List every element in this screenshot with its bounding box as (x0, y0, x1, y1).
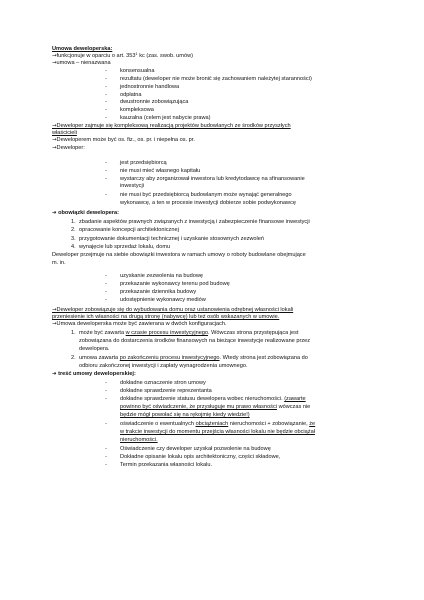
tresc-heading: ➔ treść umowy deweloperskiej: (52, 371, 136, 377)
zobowiazanie-line-cont: przeniesienie ich własności na drugą stronę (nabywcę) lub też osób wskazanych w umowie. (52, 314, 280, 320)
intro-line-2: →umowa – nienazwana (52, 60, 111, 66)
arrow-right-icon: → (52, 123, 57, 129)
arrow-right-icon: → (52, 60, 57, 66)
arrow-right-icon: → (52, 307, 57, 313)
arrow-right-icon: ➔ (52, 210, 57, 216)
document-title: Umowa deweloperska: (52, 46, 113, 52)
obowiazki-paragraph: Deweloper przejmuje na siebie obowiązki inwestora w ramach umowy o roboty budowlane obejmujące (52, 252, 306, 258)
arrow-right-icon: ➔ (52, 371, 57, 377)
arrow-right-icon: → (52, 53, 57, 59)
arrow-right-icon: → (52, 321, 57, 327)
obowiazki-heading: ➔ obowiązki dewelopera: (52, 210, 120, 216)
document-page: Umowa deweloperska: →funkcjonuje w oparciu o art. $353^1$ kc (zas. swob. umów) →umowa – nienazwana - konsensualna - rezultatu (deweloper nie może bronić się zachowaniem należytej staranności) - jednostronnie handlowa - odpłatna - dwustronnie zobowiązująca - kompleksowa - kauzalna (celem jest nabycie prawa) →Deweloper zajmuje się kompleksową realizacją projektów budowlanych ze środków przyszłych właścicieli →Deweloperem może być os. fiz., os. pr. i niepełna os. pr. →Deweloper: - jest przedsiębiorcą - nie musi mieć własnego kapitału - wystarczy aby zorganizował inwestora lub kredytodawcę na sfinansowanie inwestycji - nie musi być przedsiębiorcą budowlanym może wynająć generalnego wykonawcę, a ten w procesie inwestycji dobierze sobie podwykonawcę ➔ obowiązki dewelopera: 1. zbadanie aspektów prawnych związanych z inwestycją i zabezpieczenie finansowe inwestycji 2. opracowanie koncepcji architektonicznej 3. przygotowanie dokumentacji technicznej i uzyskanie stosownych zezwoleń 4. wynajęcie lub sprzedaż lokalu, domu Deweloper przejmuje na siebie obowiązki inwestora w ramach umowy o roboty budowlane obejmujące m. in. - uzyskanie zezwolenia na budowę - przekazanie wykonawcy terenu pod budowę - przekazanie dziennika budowy - udostępnienie wykonawcy mediów →Deweloper zobowiązuje się do wybudowania domu oraz ustanowienia odrębnej własności lokali przeniesienie ich własności na drugą stronę (nabywcę) lub też osób wskazanych w umowie. →Umowa deweloperska może być zawierana w dwóch konfiguracjach. 1. może być zawarta w czasie procesu inwestycyjnego. Wówczas strona przystępująca jest zobowiązana do dostarczenia środków finansowych na bieżące inwestycje realizowane przez dewelopera. 2. umowa zawarta po zakończeniu procesu inwestycyjnego. Wtedy strona jest zobowiązana do odbioru zakończonej inwestycji i zapłaty wynagrodzenia umownego. ➔ treść umowy deweloperskiej: - dokładne oznaczenie stron umowy - dokładne sprawdzenie reprezentanta - dokładne sprawdzenie statusu dewelopera wobec nieruchomości. (zawarte powinno być oświadczenie, że przysługuje mu prawo własności wówczas nie będzie mógł powołać się na rękojmię kiedy wiedzie!) - oświadczenie o ewentualnych obciążeniach nieruchomości + zobowiązanie, że w trakcie inwestycji do momentu przejścia własności lokalu nie będzie obciążał nieruchomości. - Oświadczenie czy deweloper uzyskał pozwolenie na budowę - Dokładne opisanie lokalu opis architektoniczny, części składowe, - Termin przekazania własności lokalu. (52, 46, 316, 468)
konfiguracje-line: →Umowa deweloperska może być zawierana w dwóch konfiguracjach. (52, 321, 227, 327)
arrow-right-icon: → (52, 145, 57, 151)
deweloper-definition-cont: właścicieli (52, 130, 77, 136)
obowiazki-paragraph-cont: m. in. (52, 260, 66, 266)
arrow-right-icon: → (52, 137, 57, 143)
zobowiazanie-line: →Deweloper zobowiązuje się do wybudowania domu oraz ustanowienia odrębnej własności lokali (52, 307, 294, 313)
deweloper-definition: →Deweloper zajmuje się kompleksową realizacją projektów budowlanych ze środków przyszłych (52, 123, 291, 129)
deweloper-entity-line: →Deweloperem może być os. fiz., os. pr. i niepełna os. pr. (52, 137, 195, 143)
intro-line-1: →funkcjonuje w oparciu o art. $353^1$ kc (zas. swob. umów) (52, 52, 193, 59)
deweloper-label: →Deweloper: (52, 145, 85, 151)
